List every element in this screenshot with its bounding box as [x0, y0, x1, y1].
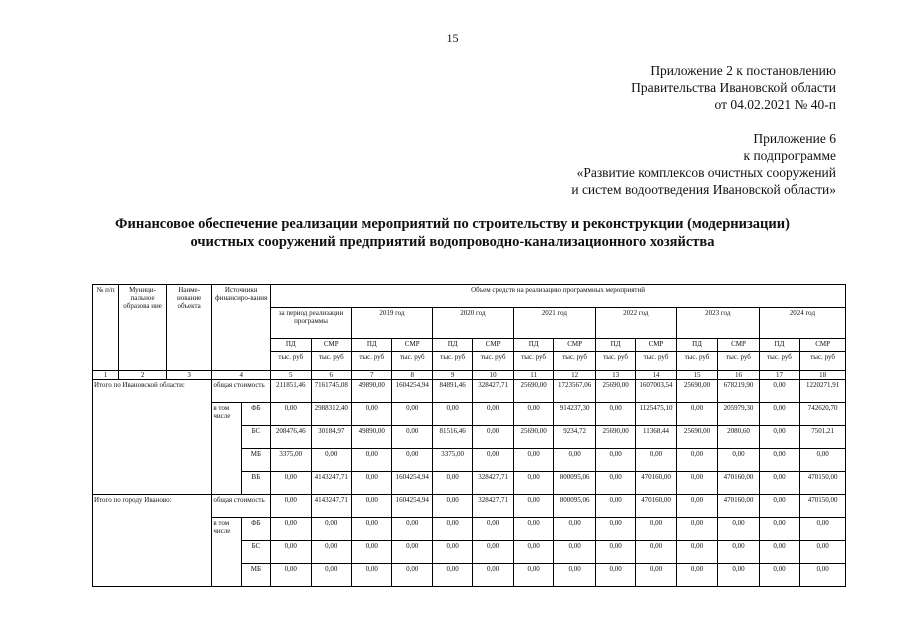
section-label: Итого по Ивановской области:	[93, 380, 212, 495]
value-cell: 0,00	[554, 541, 595, 564]
value-cell: 1125475,10	[636, 403, 676, 426]
value-cell: 0,00	[392, 564, 432, 587]
value-cell: 25690,00	[595, 426, 635, 449]
source-code: БС	[241, 541, 270, 564]
value-cell: 0,00	[676, 403, 717, 426]
value-cell: 470160,00	[636, 472, 676, 495]
value-cell: 0,00	[759, 380, 799, 403]
value-cell: 0,00	[800, 541, 846, 564]
value-cell: 1604254,94	[392, 380, 432, 403]
value-cell: 0,00	[473, 564, 513, 587]
header-unit: тыс. руб	[554, 352, 595, 371]
section-label: Итого по городу Иваново:	[93, 495, 212, 587]
financing-table	[92, 284, 846, 587]
appendix-2-line: Правительства Ивановской области	[631, 80, 836, 95]
header-pd: ПД	[595, 339, 635, 352]
header-pd: ПД	[432, 339, 472, 352]
value-cell: 1604254,94	[392, 472, 432, 495]
column-index: 8	[392, 371, 432, 380]
column-index: 17	[759, 371, 799, 380]
value-cell: 0,00	[352, 449, 392, 472]
value-cell: 0,00	[636, 518, 676, 541]
value-cell: 0,00	[595, 449, 635, 472]
value-cell: 0,00	[352, 541, 392, 564]
including-label: в том числе	[212, 518, 241, 587]
column-index: 14	[636, 371, 676, 380]
value-cell: 0,00	[352, 403, 392, 426]
value-cell: 208476,46	[271, 426, 311, 449]
header-unit: тыс. руб	[271, 352, 311, 371]
value-cell: 0,00	[392, 403, 432, 426]
header-unit: тыс. руб	[392, 352, 432, 371]
value-cell: 0,00	[513, 403, 553, 426]
value-cell: 0,00	[554, 564, 595, 587]
value-cell: 0,00	[271, 472, 311, 495]
header-period: 2022 год	[595, 308, 676, 339]
value-cell: 0,00	[392, 518, 432, 541]
value-cell: 2988312,40	[311, 403, 351, 426]
column-index: 16	[718, 371, 759, 380]
header-unit: тыс. руб	[595, 352, 635, 371]
source-code: ВБ	[241, 472, 270, 495]
source-code: БС	[241, 426, 270, 449]
value-cell: 0,00	[676, 564, 717, 587]
table-row	[93, 380, 846, 403]
appendix-6-line: к подпрограмме	[743, 148, 836, 163]
document-title	[80, 215, 825, 251]
value-cell: 0,00	[311, 541, 351, 564]
total-cost-label: общая стоимость	[212, 495, 271, 518]
header-smr: СМР	[311, 339, 351, 352]
header-unit: тыс. руб	[759, 352, 799, 371]
page-number: 15	[446, 31, 459, 45]
header-source: Источники финансиро-вания	[212, 285, 271, 371]
value-cell: 0,00	[352, 518, 392, 541]
value-cell: 0,00	[513, 472, 553, 495]
column-index: 18	[800, 371, 846, 380]
value-cell: 0,00	[636, 541, 676, 564]
value-cell: 0,00	[636, 564, 676, 587]
header-object: Наиме-нование объекта	[166, 285, 212, 371]
header-pd: ПД	[513, 339, 553, 352]
column-index: 10	[473, 371, 513, 380]
value-cell: 0,00	[800, 449, 846, 472]
including-label: в том числе	[212, 403, 241, 495]
value-cell: 0,00	[595, 518, 635, 541]
value-cell: 0,00	[513, 495, 553, 518]
column-index: 4	[212, 371, 271, 380]
appendix-2-block	[631, 62, 836, 113]
value-cell: 0,00	[759, 564, 799, 587]
value-cell: 0,00	[800, 518, 846, 541]
value-cell: 0,00	[352, 495, 392, 518]
header-period: 2023 год	[676, 308, 759, 339]
value-cell: 2080,60	[718, 426, 759, 449]
source-code: ФБ	[241, 518, 270, 541]
header-unit: тыс. руб	[311, 352, 351, 371]
value-cell: 1604254,94	[392, 495, 432, 518]
value-cell: 0,00	[513, 564, 553, 587]
value-cell: 0,00	[718, 449, 759, 472]
value-cell: 0,00	[432, 495, 472, 518]
value-cell: 0,00	[595, 564, 635, 587]
value-cell: 328427,71	[473, 380, 513, 403]
value-cell: 0,00	[595, 541, 635, 564]
value-cell: 0,00	[595, 472, 635, 495]
header-period: 2019 год	[352, 308, 433, 339]
value-cell: 25690,00	[595, 380, 635, 403]
value-cell: 742620,70	[800, 403, 846, 426]
value-cell: 25690,00	[513, 426, 553, 449]
header-period: 2024 год	[759, 308, 845, 339]
value-cell: 205979,30	[718, 403, 759, 426]
column-index: 7	[352, 371, 392, 380]
header-smr: СМР	[473, 339, 513, 352]
value-cell: 7161745,08	[311, 380, 351, 403]
header-pd: ПД	[271, 339, 311, 352]
source-code: ФБ	[241, 403, 270, 426]
value-cell: 0,00	[271, 541, 311, 564]
header-smr: СМР	[636, 339, 676, 352]
value-cell: 0,00	[352, 472, 392, 495]
value-cell: 0,00	[473, 449, 513, 472]
header-unit: тыс. руб	[676, 352, 717, 371]
appendix-6-line: Приложение 6	[753, 131, 836, 146]
total-cost-label: общая стоимость	[212, 380, 271, 403]
header-unit: тыс. руб	[513, 352, 553, 371]
appendix-6-block	[571, 130, 836, 198]
column-index: 2	[119, 371, 167, 380]
header-period: за период реализации программы	[271, 308, 352, 339]
header-unit: тыс. руб	[473, 352, 513, 371]
value-cell: 81516,46	[432, 426, 472, 449]
value-cell: 800095,06	[554, 472, 595, 495]
value-cell: 800095,06	[554, 495, 595, 518]
value-cell: 0,00	[473, 541, 513, 564]
value-cell: 0,00	[676, 449, 717, 472]
header-smr: СМР	[554, 339, 595, 352]
header-unit: тыс. руб	[718, 352, 759, 371]
title-line: очистных сооружений предприятий водопроводно-канализационного хозяйства	[190, 234, 715, 250]
value-cell: 1723567,06	[554, 380, 595, 403]
value-cell: 0,00	[676, 541, 717, 564]
column-index: 6	[311, 371, 351, 380]
header-pd: ПД	[759, 339, 799, 352]
value-cell: 0,00	[392, 426, 432, 449]
value-cell: 0,00	[271, 518, 311, 541]
value-cell: 3375,00	[271, 449, 311, 472]
column-index: 1	[93, 371, 119, 380]
value-cell: 328427,71	[473, 472, 513, 495]
value-cell: 0,00	[432, 472, 472, 495]
header-unit: тыс. руб	[352, 352, 392, 371]
value-cell: 0,00	[676, 495, 717, 518]
value-cell: 49890,00	[352, 426, 392, 449]
value-cell: 470150,00	[800, 472, 846, 495]
value-cell: 0,00	[718, 518, 759, 541]
title-line: Финансовое обеспечение реализации мероприятий по строительству и реконструкции (модернизации)	[115, 216, 790, 232]
value-cell: 4143247,71	[311, 472, 351, 495]
value-cell: 0,00	[352, 564, 392, 587]
value-cell: 0,00	[718, 564, 759, 587]
appendix-2-line: Приложение 2 к постановлению	[650, 63, 836, 78]
value-cell: 0,00	[513, 449, 553, 472]
value-cell: 0,00	[554, 518, 595, 541]
value-cell: 25690,00	[513, 380, 553, 403]
value-cell: 49890,00	[352, 380, 392, 403]
appendix-6-line: «Развитие комплексов очистных сооружений	[576, 165, 836, 180]
header-period: 2021 год	[513, 308, 595, 339]
value-cell: 914237,30	[554, 403, 595, 426]
value-cell: 0,00	[800, 564, 846, 587]
source-code: МБ	[241, 564, 270, 587]
header-municipality: Муници-пальное образова ние	[119, 285, 167, 371]
header-smr: СМР	[718, 339, 759, 352]
value-cell: 0,00	[759, 426, 799, 449]
value-cell: 0,00	[392, 541, 432, 564]
value-cell: 0,00	[513, 541, 553, 564]
value-cell: 0,00	[432, 518, 472, 541]
value-cell: 0,00	[432, 564, 472, 587]
column-index: 12	[554, 371, 595, 380]
value-cell: 0,00	[759, 403, 799, 426]
value-cell: 0,00	[554, 449, 595, 472]
value-cell: 0,00	[513, 518, 553, 541]
value-cell: 0,00	[759, 541, 799, 564]
value-cell: 470160,00	[718, 472, 759, 495]
value-cell: 0,00	[311, 518, 351, 541]
value-cell: 0,00	[759, 518, 799, 541]
value-cell: 0,00	[432, 403, 472, 426]
value-cell: 0,00	[271, 403, 311, 426]
value-cell: 0,00	[392, 449, 432, 472]
value-cell: 0,00	[595, 403, 635, 426]
value-cell: 0,00	[473, 518, 513, 541]
value-cell: 0,00	[676, 472, 717, 495]
column-index: 11	[513, 371, 553, 380]
value-cell: 7501,21	[800, 426, 846, 449]
column-index: 13	[595, 371, 635, 380]
value-cell: 11368,44	[636, 426, 676, 449]
header-smr: СМР	[800, 339, 846, 352]
value-cell: 0,00	[311, 564, 351, 587]
value-cell: 0,00	[759, 449, 799, 472]
header-num: № п/п	[93, 285, 119, 371]
value-cell: 211851,46	[271, 380, 311, 403]
header-index-row	[93, 371, 846, 380]
value-cell: 30184,97	[311, 426, 351, 449]
value-cell: 678219,90	[718, 380, 759, 403]
source-code: МБ	[241, 449, 270, 472]
header-unit: тыс. руб	[800, 352, 846, 371]
value-cell: 0,00	[676, 518, 717, 541]
table-body	[93, 285, 846, 587]
value-cell: 0,00	[271, 564, 311, 587]
value-cell: 0,00	[718, 541, 759, 564]
value-cell: 4143247,71	[311, 495, 351, 518]
column-index: 9	[432, 371, 472, 380]
header-pd: ПД	[352, 339, 392, 352]
header-unit: тыс. руб	[432, 352, 472, 371]
appendix-6-line: и систем водоотведения Ивановской области»	[571, 182, 836, 197]
value-cell: 25690,00	[676, 380, 717, 403]
value-cell: 1607003,54	[636, 380, 676, 403]
header-smr: СМР	[392, 339, 432, 352]
value-cell: 328427,71	[473, 495, 513, 518]
value-cell: 9234,72	[554, 426, 595, 449]
value-cell: 0,00	[636, 449, 676, 472]
value-cell: 25690,00	[676, 426, 717, 449]
value-cell: 84891,46	[432, 380, 472, 403]
value-cell: 0,00	[759, 472, 799, 495]
value-cell: 0,00	[432, 541, 472, 564]
value-cell: 0,00	[311, 449, 351, 472]
value-cell: 0,00	[759, 495, 799, 518]
column-index: 5	[271, 371, 311, 380]
value-cell: 470160,00	[636, 495, 676, 518]
appendix-2-line: от 04.02.2021 № 40-п	[714, 97, 836, 112]
column-index: 3	[166, 371, 212, 380]
value-cell: 0,00	[473, 426, 513, 449]
table-row	[93, 495, 846, 518]
value-cell: 0,00	[271, 495, 311, 518]
value-cell: 470160,00	[718, 495, 759, 518]
value-cell: 3375,00	[432, 449, 472, 472]
column-index: 15	[676, 371, 717, 380]
header-period: 2020 год	[432, 308, 513, 339]
value-cell: 470150,00	[800, 495, 846, 518]
value-cell: 0,00	[595, 495, 635, 518]
header-pd: ПД	[676, 339, 717, 352]
header-unit: тыс. руб	[636, 352, 676, 371]
header-volume: Объем средств на реализацию программных мероприятий	[271, 285, 846, 308]
value-cell: 0,00	[473, 403, 513, 426]
value-cell: 1220271,91	[800, 380, 846, 403]
